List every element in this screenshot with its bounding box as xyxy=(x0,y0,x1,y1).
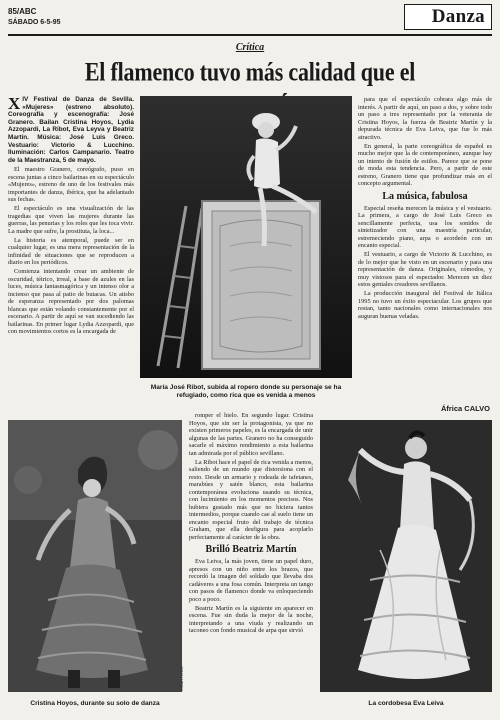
dropcap: X xyxy=(8,96,21,113)
lead-text: IV Festival de Danza de Sevilla. «Mujeres» (estreno absoluto). Coreografía y escenografía: José Granero. Bailan Cristina Hoyos, Lydia Azzopardi, La Ribot, Eva Leyva y Beatriz Martín. Música: José Luis Greco. Vestuario: Victorio & Lucchino. Iluminación: Carlos Campanario. Teatro de la Maestranza, 5 de mayo. xyxy=(8,96,134,164)
dancer-illustration-right xyxy=(320,420,492,692)
page-info xyxy=(8,6,61,28)
col3-paragraph: En general, la parte coreográfica de español es mucho mejor que la de contemporáneo, aunque hay un intento de fusión de estilos. Parece que se pone de moda esta tendencia. Pero, a partir de este estreno, Granero tiene que profundizar más en el concepto argumental. xyxy=(358,142,492,187)
col3-paragraph: para que el espectáculo cobrara algo más de interés. A partir de aquí, un paso a dos, y sobre todo un paso a tres representado por la veterania de Cristina Hoyos, la fuerza de Beatriz Martín y la depurada técnica de Eva Leiva, que fue lo más atractivo. xyxy=(358,96,492,141)
article-column-2 xyxy=(189,412,313,712)
dancer-illustration-left xyxy=(8,420,182,692)
headline: El flamenco tuvo más calidad que el xyxy=(84,57,416,87)
photo-la-ribot-wardrobe xyxy=(140,96,352,378)
kicker: Crítica xyxy=(235,42,265,53)
stage-illustration xyxy=(140,96,352,378)
photo-credit: Millán Herce xyxy=(179,665,184,691)
col2-paragraph: La Ribot hace el papel de rica venida a menos, saliendo de un mundo que distorsiona con el resto. Desde un armario y rodeada de tafetanes, marabúes y satén blanco, esta bailarina contemporánea evoluciona usando su técnica, con lucimiento en los momentos precisos. Nos hubiera gustado más que no hiciera tantos intermedios, porque cuando cae al suelo tiene un encanto especial fruto del trabajo de técnica Graham, que ella desfigura para acoplarlo perfectamente al carácter de la obra. xyxy=(189,458,313,541)
subhead-beatriz-martin: Brilló Beatriz Martín xyxy=(205,544,297,555)
col3b-paragraph: El vestuario, a cargo de Victorio & Lucchino, es de lo mejor que he visto en un escenario y para una representación de danza. Originales, cómodos, y muy vistosos para el espectador. Merecen un diez estos geniales creadores sevillanos. xyxy=(358,251,492,288)
section-title: Danza xyxy=(431,6,485,27)
col1-paragraph: El espectáculo es una visualización de las tragedias que viven las mujeres durante las guerras, las penurias y los roles que les toca vivir. La madre que sufre, la prostituta, la loca... xyxy=(8,205,134,235)
masthead xyxy=(8,4,492,36)
col2b-paragraph: Beatriz Martín es la siguiente en aparecer en escena. Fue sin duda la mejor de la noche, interpretando a una viuda y realizando un taconeo con fondo musical de arpa que sirvió xyxy=(189,604,313,634)
article-column-3 xyxy=(358,96,492,414)
subhead-musica: La música, fabulosa xyxy=(382,190,468,202)
col1-paragraph: Comienza intentando crear un ambiente de oscuridad, tétrico, irreal, a base de azules en las luces, música fantasmagórica y un intenso olor a incienso que pasa al patio de butacas. Un atisbo de esperanza representado por dos palomas blancas que están volando constantemente por el escenario. A partir de aquí se van sucediendo las bailarinas. En primer lugar Lydia Azzopardi, que con movimientos cortos es la encargada de xyxy=(8,268,134,336)
col2b-paragraph: Eva Leiva, la más joven, tiene un papel duro, apresos con un niño entre los brazos, que recordó la imagen del soldado que llevaba dos cadáveres a una fosa común. Interpreta un tango con pasos de flamenco donde va enloqueciendo poco a poco. xyxy=(189,558,313,603)
page-date: SÁBADO 6-5-95 xyxy=(8,19,61,26)
col3b-paragraph: Especial reseña merecen la música y el vestuario. La primera, a cargo de José Luis Greco es sencillamente perfecta, usa los sonidos de sintetizador con una maestría particular, estremeciendo piano, arpa o acordeón con un encanto especial. xyxy=(358,204,492,249)
col2-paragraph: romper el hielo. En segundo lugar. Cristina Hoyos, que sin ser la protagonista, ya que no existen primeros papeles, es la encargada de unir algunas de las partes. Granero no ha conseguido sacarle el máximo rendimiento a esta bailarina tan admirada por el público sevillano. xyxy=(189,412,313,457)
article-lead xyxy=(8,96,134,164)
photo-eva-leiva xyxy=(320,420,492,692)
photo-cristina-hoyos xyxy=(8,420,182,692)
section-box xyxy=(404,4,492,30)
col3b-paragraph: La producción inaugural del Festival de Itálica 1995 no tuvo un éxito espectacular. Los grupos que restan, tanto nacionales como internacionales nos auguran buenas veladas. xyxy=(358,290,492,320)
caption-top-photo: María José Ribot, subida al ropero donde su personaje se ha refugiado, como rica que es venida a menos xyxy=(150,384,342,399)
byline: África CALVO xyxy=(440,404,490,413)
page-paper: 85/ABC xyxy=(8,7,37,16)
col1-paragraph: El maestro Granero, coreógrafo, puso en escena juntas a cinco bailarinas en su espectáculo «Mujeres», estreno de uno de los festivales más importantes de danza, ibérica, que ha adelantado sus fechas. xyxy=(8,166,134,204)
article-column-1 xyxy=(8,96,134,400)
caption-left-photo: Cristina Hoyos, durante su solo de danza xyxy=(30,700,160,707)
col1-paragraph: La historia es atemporal, puede ser en cualquier lugar, es una mera representación de la infinidad de situaciones que se reproducen a diario en los periódicos. xyxy=(8,236,134,267)
caption-right-photo: La cordobesa Eva Leiva xyxy=(368,700,444,707)
